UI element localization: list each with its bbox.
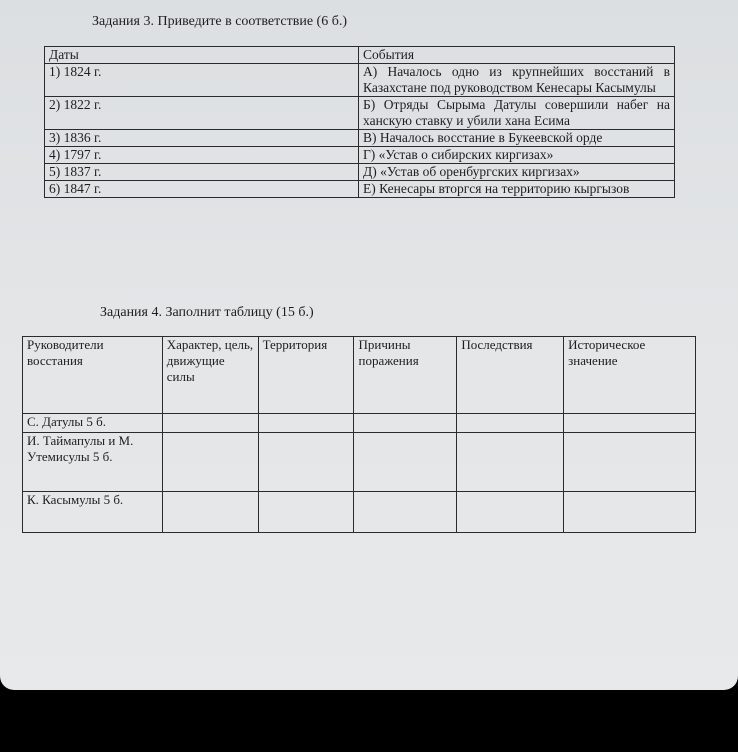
date-cell: 2) 1822 г.	[45, 97, 359, 130]
table-row	[45, 130, 675, 147]
date-cell: 3) 1836 г.	[45, 130, 359, 147]
table-row	[23, 414, 696, 433]
blank-cell[interactable]	[457, 492, 564, 533]
table-row	[45, 97, 675, 130]
blank-cell[interactable]	[162, 492, 258, 533]
header-consequences: Последствия	[457, 337, 564, 414]
date-cell: 1) 1824 г.	[45, 64, 359, 97]
event-cell: В) Началось восстание в Букеевской орде	[359, 130, 675, 147]
header-dates: Даты	[45, 47, 359, 64]
blank-cell[interactable]	[457, 414, 564, 433]
task4-title: Задания 4. Заполнит таблицу (15 б.)	[100, 305, 314, 320]
fill-in-table	[22, 336, 696, 533]
blank-cell[interactable]	[258, 433, 354, 492]
blank-cell[interactable]	[258, 414, 354, 433]
task3-title: Задания 3. Приведите в соответствие (6 б.)	[92, 14, 347, 29]
header-territory: Территория	[258, 337, 354, 414]
blank-cell[interactable]	[162, 414, 258, 433]
blank-cell[interactable]	[564, 492, 696, 533]
table-row	[45, 64, 675, 97]
blank-cell[interactable]	[162, 433, 258, 492]
table-row	[45, 147, 675, 164]
event-cell: Г) «Устав о сибирских киргизах»	[359, 147, 675, 164]
table-row	[45, 164, 675, 181]
blank-cell[interactable]	[354, 414, 457, 433]
table-row	[45, 181, 675, 198]
table-row	[23, 337, 696, 414]
blank-cell[interactable]	[354, 492, 457, 533]
blank-cell[interactable]	[258, 492, 354, 533]
leader-cell: И. Таймапулы и М. Утемисулы 5 б.	[23, 433, 163, 492]
header-leaders: Руководители восстания	[23, 337, 163, 414]
event-cell: А) Началось одно из крупнейших восстаний в Казахстане под руководством Кенесары Касымулы	[359, 64, 675, 97]
date-cell: 4) 1797 г.	[45, 147, 359, 164]
event-cell: Д) «Устав об оренбургских киргизах»	[359, 164, 675, 181]
event-cell: Е) Кенесары вторгся на территорию кыргызов	[359, 181, 675, 198]
table-row	[23, 492, 696, 533]
table-row	[23, 433, 696, 492]
header-significance: Историческое значение	[564, 337, 696, 414]
matching-table	[44, 46, 675, 198]
leader-cell: С. Датулы 5 б.	[23, 414, 163, 433]
event-cell: Б) Отряды Сырыма Датулы совершили набег на ханскую ставку и убили хана Есима	[359, 97, 675, 130]
date-cell: 6) 1847 г.	[45, 181, 359, 198]
blank-cell[interactable]	[457, 433, 564, 492]
table-row	[45, 47, 675, 64]
date-cell: 5) 1837 г.	[45, 164, 359, 181]
blank-cell[interactable]	[564, 433, 696, 492]
leader-cell: К. Касымулы 5 б.	[23, 492, 163, 533]
header-character: Характер, цель, движущие силы	[162, 337, 258, 414]
blank-cell[interactable]	[354, 433, 457, 492]
blank-cell[interactable]	[564, 414, 696, 433]
header-events: События	[359, 47, 675, 64]
header-causes: Причины поражения	[354, 337, 457, 414]
